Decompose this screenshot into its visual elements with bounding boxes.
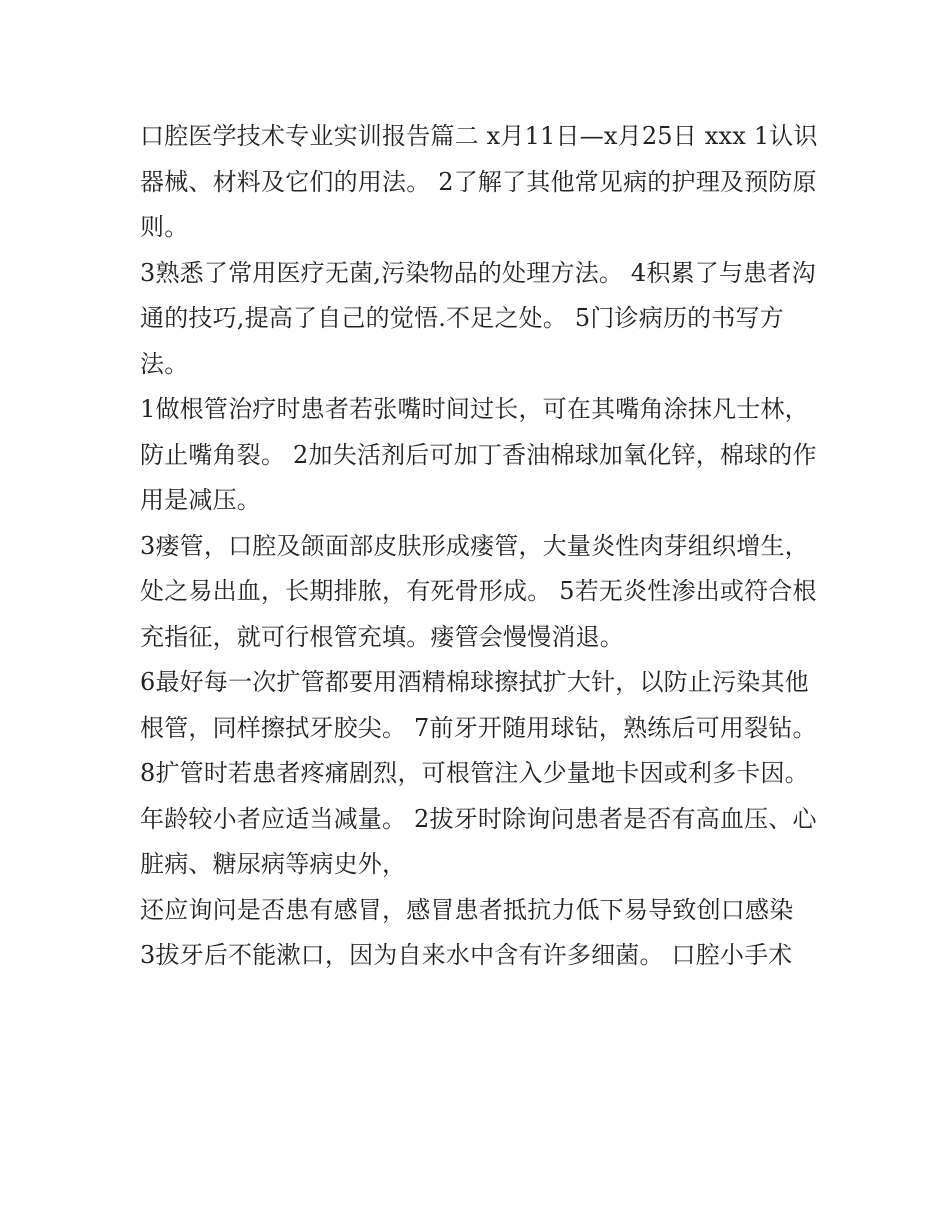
paragraph-7: 还应询问是否患有感冒，感冒患者抵抗力低下易导致创口感染 bbox=[140, 895, 794, 924]
paragraph-3: 1做根管治疗时患者若张嘴时间过长，可在其嘴角涂抹凡士林，防止嘴角裂。 2加失活剂后可加丁香油棉球加氧化锌，棉球的作用是减压。 bbox=[140, 395, 817, 514]
paragraph-5: 6最好每一次扩管都要用酒精棉球擦拭扩大针，以防止污染其他 根管，同样擦拭牙胶尖。 7前牙开随用球钻，熟练后可用裂钻。 bbox=[140, 668, 817, 742]
document-page bbox=[140, 114, 820, 979]
paragraph-8: 3拔牙后不能漱口，因为自来水中含有许多细菌。 口腔小手术 bbox=[140, 941, 793, 969]
paragraph-4: 3瘘管，口腔及颌面部皮肤形成瘘管，大量炎性肉芽组织增生，处之易出血，长期排脓，有死骨形成。 5若无炎性渗出或符合根充指征，就可行根管充填。瘘管会慢慢消退。 bbox=[140, 531, 817, 651]
paragraph-6: 8扩管时若患者疼痛剧烈，可根管注入少量地卡因或利多卡因。 年龄较小者应适当减量。 2拔牙时除询问患者是否有高血压、心脏病、糖尿病等病史外， bbox=[140, 759, 817, 878]
paragraph-2: 3熟悉了常用医疗无菌,污染物品的处理方法。 4积累了与患者沟通的技巧,提高了自己的觉悟.不足之处。 5门诊病历的书写方法。 bbox=[140, 258, 816, 378]
paragraph-1: 口腔医学技术专业实训报告篇二 x月11日—x月25日 xxx 1认识器械、材料及它们的用法。 2了解了其他常见病的护理及预防原则。 bbox=[140, 122, 818, 241]
